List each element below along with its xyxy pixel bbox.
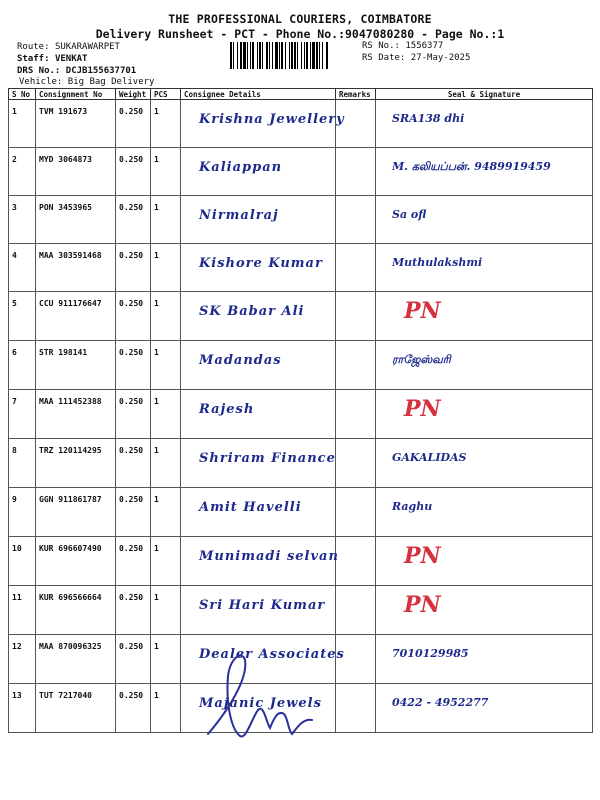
- row-sno: 9: [9, 488, 36, 537]
- row-weight: 0.250: [116, 390, 151, 439]
- row-consignee-handwritten: Sri Hari Kumar: [199, 598, 326, 613]
- row-consignee-handwritten: SK Babar Ali: [199, 304, 305, 319]
- row-sno: 11: [9, 586, 36, 635]
- row-weight: 0.250: [116, 341, 151, 390]
- row-signature-cell: [376, 390, 593, 439]
- row-consignee-cell: [181, 100, 345, 148]
- row-consignee-handwritten: Munimadi selvan: [199, 549, 339, 564]
- row-consignee-cell: [181, 292, 336, 341]
- row-consignee-handwritten: Dealer Associates: [199, 647, 345, 662]
- row-pcs: 1: [151, 196, 181, 244]
- row-signature-text: PN: [404, 543, 441, 569]
- row-sno: 8: [9, 439, 36, 488]
- row-signature-text: Raghu: [392, 500, 433, 513]
- row-consignment-no: KUR 696566664: [36, 586, 116, 635]
- rs-date-value: 27-May-2025: [410, 53, 471, 63]
- row-pcs: 1: [151, 635, 181, 684]
- drs-label: DRS No.:: [17, 66, 61, 76]
- row-signature-cell: [376, 148, 593, 196]
- row-consignment-no: MYD 3064873: [36, 148, 116, 196]
- row-weight: 0.250: [116, 635, 151, 684]
- staff-value: VENKAT: [54, 54, 88, 64]
- row-consignee-cell: [181, 148, 336, 196]
- row-remarks: [336, 390, 376, 439]
- row-remarks: [336, 292, 376, 341]
- row-consignee-handwritten: Nirmalraj: [199, 208, 279, 223]
- route-value: SUKARAWARPET: [54, 42, 120, 52]
- row-consignment-no: MAA 303591468: [36, 244, 116, 292]
- vehicle-label: Vehicle:: [19, 77, 63, 87]
- row-weight: 0.250: [116, 292, 151, 341]
- row-weight: 0.250: [116, 586, 151, 635]
- runner-signature: [200, 648, 340, 748]
- row-weight: 0.250: [116, 196, 151, 244]
- barcode: [229, 42, 357, 69]
- row-remarks: [336, 586, 376, 635]
- table-row: [9, 244, 593, 292]
- row-consignment-no: TUT 7217040: [36, 684, 116, 733]
- row-remarks: [336, 341, 376, 390]
- table-body: [9, 100, 593, 733]
- runsheet-table: [8, 88, 593, 733]
- rs-date-label: RS Date:: [362, 53, 406, 63]
- row-weight: 0.250: [116, 488, 151, 537]
- row-consignment-no: MAA 870096325: [36, 635, 116, 684]
- row-pcs: 1: [151, 537, 181, 586]
- row-consignment-no: MAA 111452388: [36, 390, 116, 439]
- row-consignment-no: CCU 911176647: [36, 292, 116, 341]
- row-sno: 13: [9, 684, 36, 733]
- row-pcs: 1: [151, 292, 181, 341]
- row-sno: 12: [9, 635, 36, 684]
- row-sno: 3: [9, 196, 36, 244]
- header-weight: Weight: [116, 89, 151, 100]
- rs-date-line: [362, 53, 470, 63]
- row-sno: 10: [9, 537, 36, 586]
- row-remarks: [336, 537, 376, 586]
- row-signature-cell: [376, 684, 593, 733]
- rs-no-label: RS No.:: [362, 41, 400, 51]
- row-sno: 5: [9, 292, 36, 341]
- row-consignment-no: TVM 191673: [36, 100, 116, 148]
- row-consignee-handwritten: Majanic Jewels: [199, 696, 322, 711]
- row-consignee-handwritten: Rajesh: [199, 402, 255, 417]
- row-signature-cell: [376, 586, 593, 635]
- row-signature-cell: [376, 100, 593, 148]
- row-pcs: 1: [151, 488, 181, 537]
- row-signature-cell: [376, 488, 593, 537]
- row-signature-cell: [376, 341, 593, 390]
- row-signature-cell: [376, 439, 593, 488]
- table-row: [9, 100, 593, 148]
- row-pcs: 1: [151, 148, 181, 196]
- header-sno: S No: [9, 89, 36, 100]
- row-signature-text: PN: [404, 396, 441, 422]
- row-consignment-no: GGN 911861787: [36, 488, 116, 537]
- table-header-row: [9, 89, 593, 100]
- row-signature-text: Sa ofl: [392, 208, 427, 221]
- row-pcs: 1: [151, 244, 181, 292]
- row-weight: 0.250: [116, 684, 151, 733]
- row-consignment-no: KUR 696607490: [36, 537, 116, 586]
- header-consignee: Consignee Details: [181, 89, 336, 100]
- header-pcs: PCS: [151, 89, 181, 100]
- table-row: [9, 439, 593, 488]
- table-row: [9, 292, 593, 341]
- row-sno: 4: [9, 244, 36, 292]
- row-weight: 0.250: [116, 537, 151, 586]
- row-signature-text: 0422 - 4952277: [392, 696, 489, 709]
- row-consignee-handwritten: Shriram Finance: [199, 451, 336, 466]
- row-consignee-handwritten: Kaliappan: [199, 160, 283, 175]
- row-signature-cell: [376, 292, 593, 341]
- row-signature-text: PN: [404, 298, 441, 324]
- route-line: [17, 42, 120, 52]
- table-row: [9, 341, 593, 390]
- row-signature-text: ராஜேஸ்வரி: [392, 353, 451, 366]
- table-row: [9, 586, 593, 635]
- row-signature-cell: [376, 244, 593, 292]
- row-signature-text: SRA138 dhi: [392, 112, 465, 125]
- row-pcs: 1: [151, 390, 181, 439]
- row-consignee-handwritten: Krishna Jewellery: [199, 112, 345, 127]
- row-signature-text: PN: [404, 592, 441, 618]
- row-consignee-cell: [181, 244, 336, 292]
- row-consignment-no: TRZ 120114295: [36, 439, 116, 488]
- row-pcs: 1: [151, 100, 181, 148]
- row-weight: 0.250: [116, 148, 151, 196]
- row-signature-cell: [376, 196, 593, 244]
- row-consignment-no: PON 3453965: [36, 196, 116, 244]
- rs-no-line: [362, 41, 443, 51]
- row-pcs: 1: [151, 586, 181, 635]
- row-remarks: [336, 244, 376, 292]
- row-signature-cell: [376, 635, 593, 684]
- table-row: [9, 196, 593, 244]
- row-remarks: [336, 148, 376, 196]
- row-consignee-handwritten: Amit Havelli: [199, 500, 302, 515]
- drs-value: DCJB155637701: [65, 66, 137, 76]
- row-sno: 7: [9, 390, 36, 439]
- row-signature-text: M. கலியப்பன். 9489919459: [392, 160, 551, 173]
- row-remarks: [336, 196, 376, 244]
- header-seal-signature: Seal & Signature: [376, 89, 593, 100]
- staff-label: Staff:: [17, 54, 50, 64]
- row-signature-text: GAKALIDAS: [392, 451, 467, 464]
- row-weight: 0.250: [116, 244, 151, 292]
- row-consignee-cell: [181, 196, 336, 244]
- row-weight: 0.250: [116, 100, 151, 148]
- staff-line: [17, 54, 87, 64]
- row-consignee-handwritten: Kishore Kumar: [199, 256, 323, 271]
- table-row: [9, 148, 593, 196]
- runsheet-subtitle: Delivery Runsheet - PCT - Phone No.:9047080280 - Page No.:1: [95, 27, 505, 41]
- row-consignee-cell: [181, 341, 336, 390]
- row-sno: 1: [9, 100, 36, 148]
- table-row: [9, 537, 593, 586]
- row-pcs: 1: [151, 684, 181, 733]
- header-remarks: Remarks: [336, 89, 376, 100]
- vehicle-value: Big Bag Delivery: [67, 77, 155, 87]
- rs-no-value: 1556377: [405, 41, 444, 51]
- table-row: [9, 488, 593, 537]
- row-remarks: [336, 488, 376, 537]
- row-sno: 2: [9, 148, 36, 196]
- row-consignee-cell: [181, 537, 339, 586]
- route-label: Route:: [17, 42, 50, 52]
- row-consignment-no: STR 198141: [36, 341, 116, 390]
- row-consignee-cell: [181, 390, 336, 439]
- row-weight: 0.250: [116, 439, 151, 488]
- header-consignment: Consignment No: [36, 89, 116, 100]
- row-consignee-cell: [181, 439, 336, 488]
- row-sno: 6: [9, 341, 36, 390]
- row-consignee-handwritten: Madandas: [199, 353, 282, 368]
- drs-line: [17, 66, 136, 76]
- vehicle-line: [19, 77, 154, 87]
- row-pcs: 1: [151, 439, 181, 488]
- row-pcs: 1: [151, 341, 181, 390]
- row-remarks: [336, 439, 376, 488]
- row-signature-text: Muthulakshmi: [392, 256, 483, 269]
- company-title: THE PROFESSIONAL COURIERS, COIMBATORE: [168, 12, 432, 26]
- row-remarks: [336, 684, 376, 733]
- row-signature-cell: [376, 537, 593, 586]
- row-consignee-cell: [181, 488, 336, 537]
- row-signature-text: 7010129985: [392, 647, 469, 660]
- table-row: [9, 390, 593, 439]
- row-consignee-cell: [181, 586, 336, 635]
